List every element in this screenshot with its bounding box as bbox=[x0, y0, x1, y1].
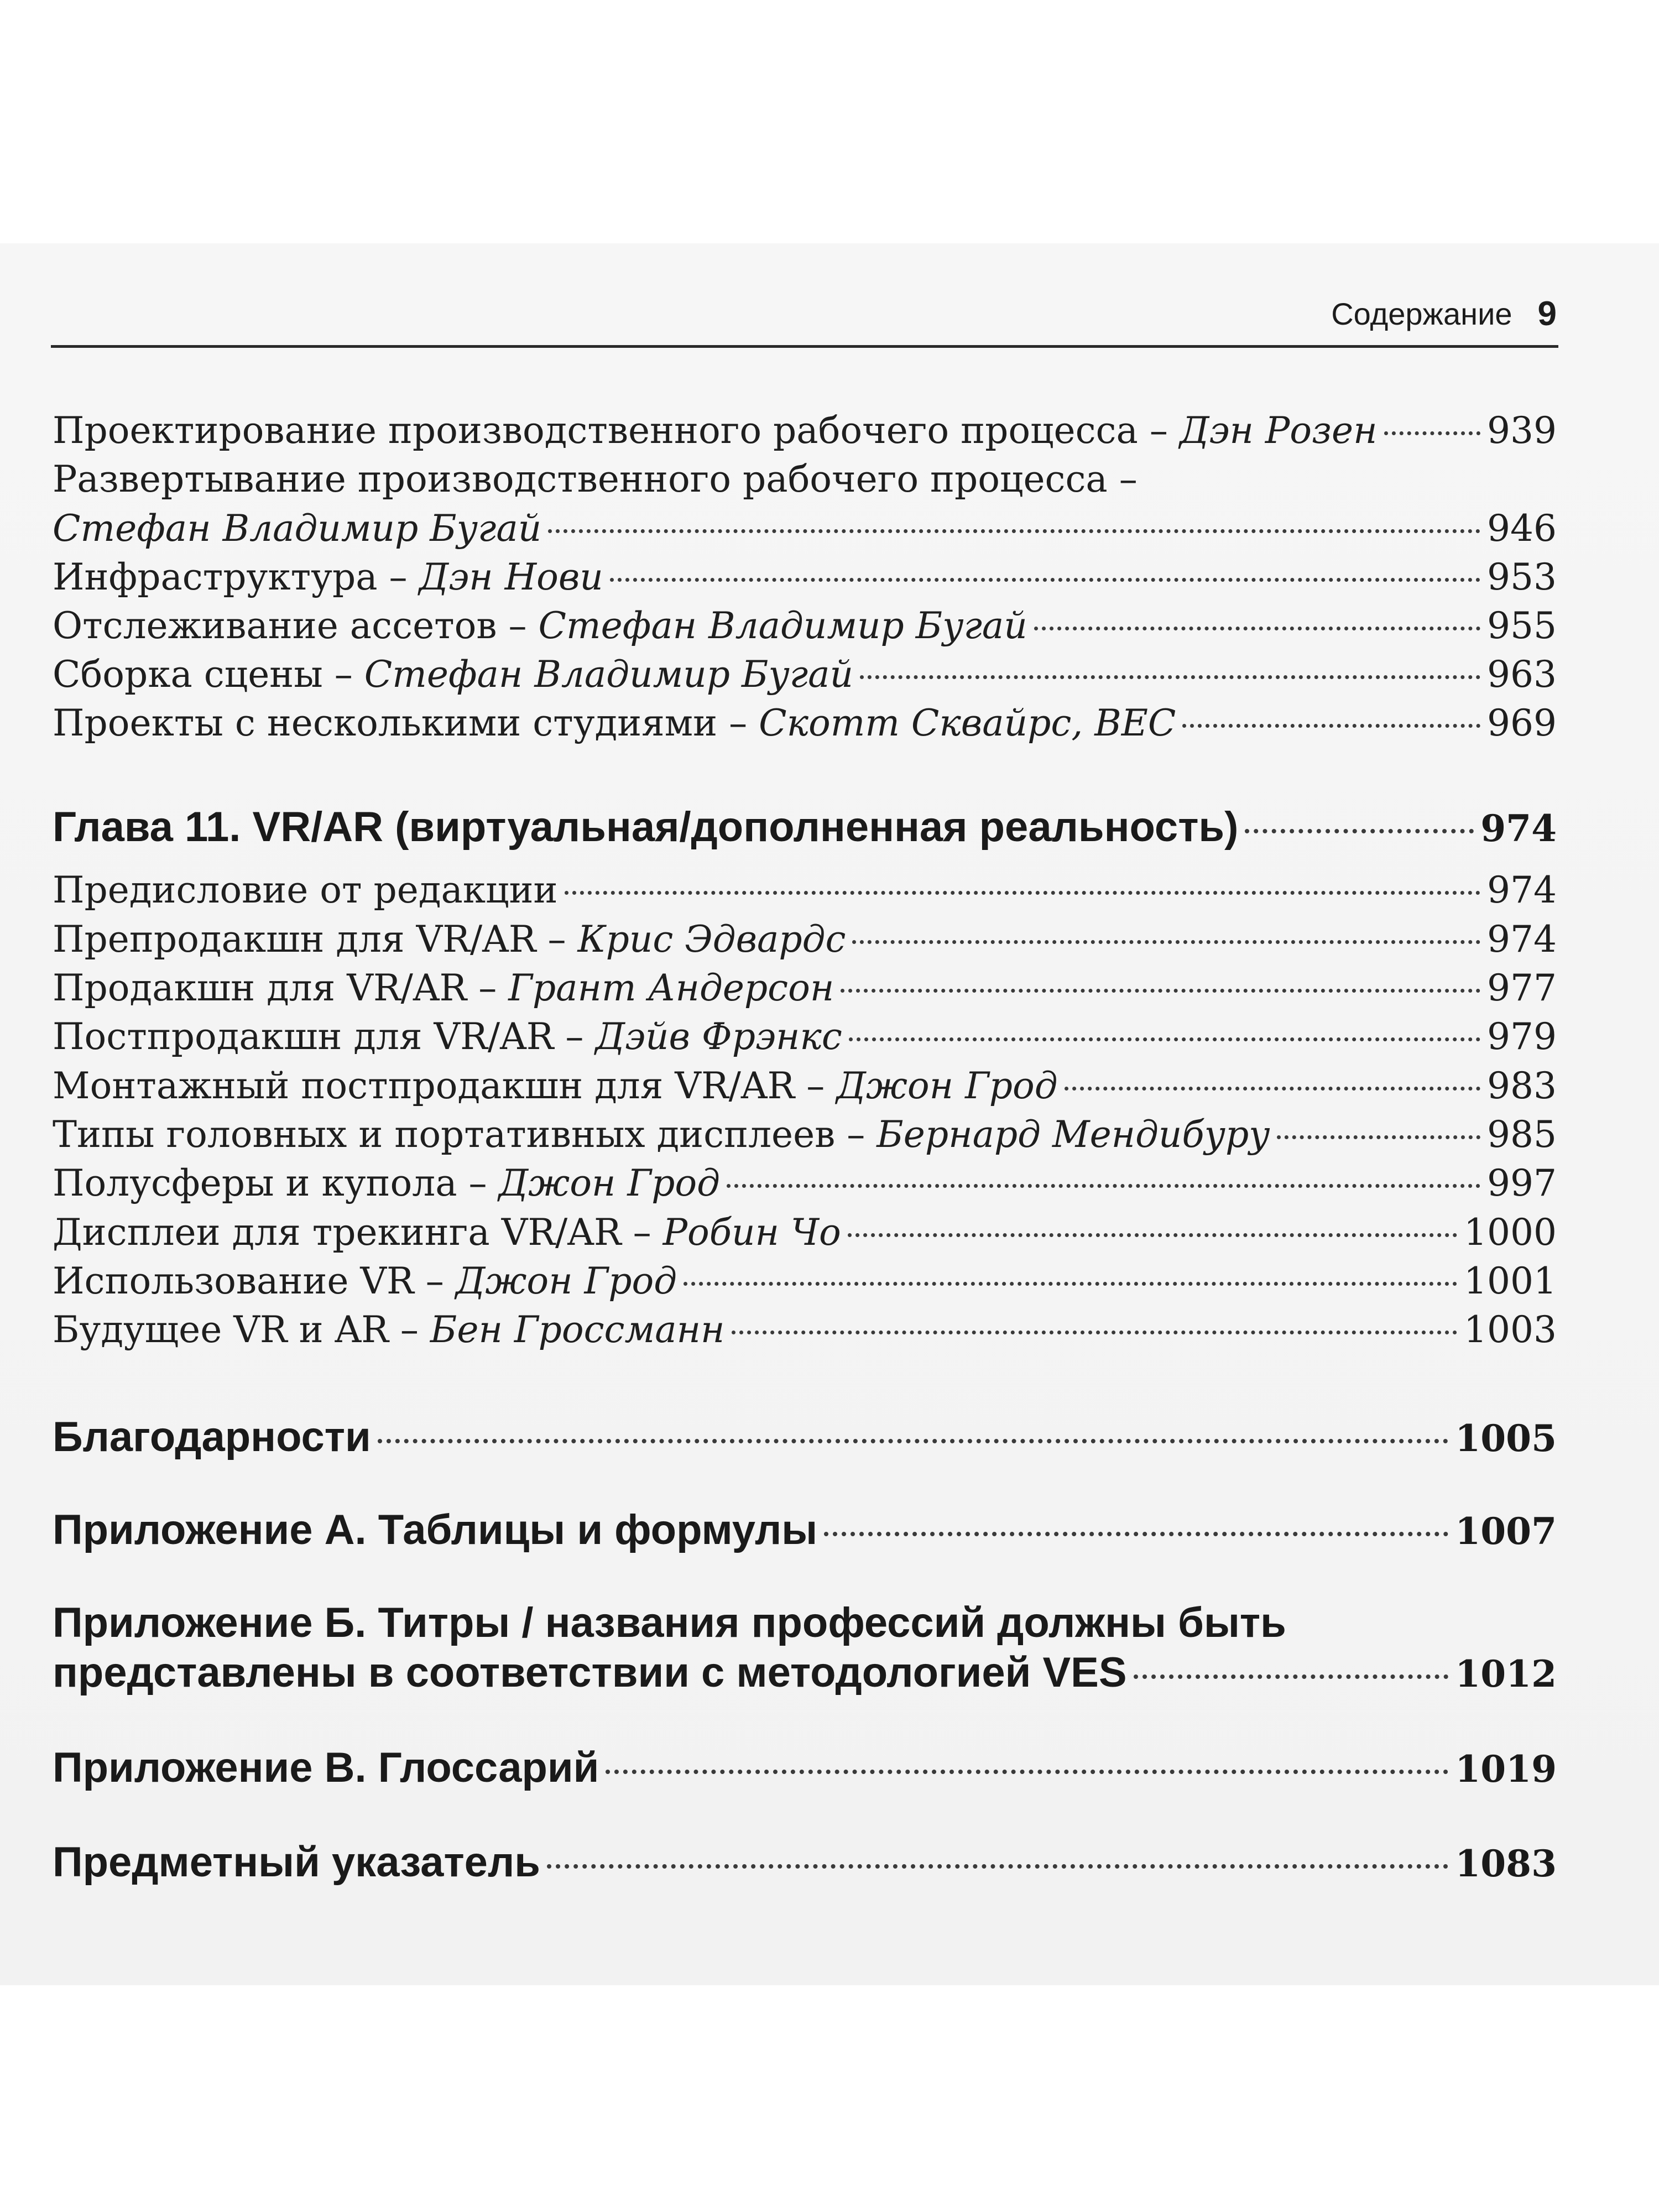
toc-entry[interactable] bbox=[53, 964, 1557, 1013]
toc-entry-separator: – bbox=[795, 1065, 837, 1107]
toc-entry[interactable] bbox=[53, 1159, 1557, 1208]
toc-entry-page: 1003 bbox=[1464, 1308, 1557, 1351]
toc-entry-separator: – bbox=[457, 1162, 499, 1204]
toc-entry-title-line[interactable]: Развертывание производственного рабочего процесса – bbox=[53, 458, 1138, 500]
toc-entry-separator: – bbox=[414, 1260, 456, 1302]
toc-back-matter-page: 1019 bbox=[1455, 1747, 1557, 1791]
toc-entry-page: 953 bbox=[1487, 556, 1557, 598]
toc-entry[interactable] bbox=[53, 406, 1557, 455]
toc-entry-author: Крис Эдвардс bbox=[577, 918, 846, 961]
dot-leader bbox=[860, 675, 1480, 679]
toc-entry-page: 939 bbox=[1487, 409, 1557, 452]
toc-entry-author: Стефан Владимир Бугай bbox=[53, 507, 542, 550]
toc-entry-separator: – bbox=[536, 918, 578, 961]
page-number: 9 bbox=[1537, 295, 1557, 333]
toc-entry-author: Джон Грод bbox=[498, 1162, 720, 1204]
toc-back-matter-entry[interactable] bbox=[53, 1740, 1557, 1796]
toc-back-matter-title: Приложение В. Глоссарий bbox=[53, 1744, 599, 1791]
toc-entry-title: Монтажный постпродакшн для VR/AR bbox=[53, 1065, 795, 1107]
toc-entry-title: Использование VR bbox=[53, 1260, 414, 1302]
toc-entry-separator: – bbox=[322, 653, 364, 696]
toc-entry-title: Отслеживание ассетов bbox=[53, 604, 497, 647]
toc-back-matter-title: представлены в соответствии с методологией VES bbox=[53, 1649, 1127, 1696]
toc-entry-page: 974 bbox=[1487, 918, 1557, 961]
toc-entry-separator: – bbox=[497, 604, 539, 647]
dot-leader bbox=[1384, 431, 1480, 435]
toc-back-matter-title-line[interactable]: Приложение Б. Титры / названия профессий должны быть bbox=[53, 1599, 1286, 1646]
toc-entry-author: Дэн Нови bbox=[419, 556, 603, 598]
toc-entry-title: Инфраструктура bbox=[53, 556, 378, 598]
toc-entry-title: Дисплеи для трекинга VR/AR bbox=[53, 1211, 622, 1254]
toc-entry-author: Джон Грод bbox=[455, 1260, 677, 1302]
toc-entry-separator: – bbox=[377, 556, 419, 598]
toc-entry-title: Будущее VR и AR bbox=[53, 1308, 389, 1351]
toc-entry-author: Бернард Мендибуру bbox=[877, 1113, 1270, 1156]
toc-entry-author: Дэйв Фрэнкс bbox=[595, 1015, 842, 1058]
toc-back-matter-entry[interactable] bbox=[53, 1835, 1557, 1890]
toc-entry-page: 955 bbox=[1487, 604, 1557, 647]
toc-back-matter-title: Приложение А. Таблицы и формулы bbox=[53, 1506, 818, 1553]
toc-chapter-heading[interactable] bbox=[53, 800, 1557, 855]
toc-entry-page: 1000 bbox=[1464, 1211, 1557, 1254]
dot-leader bbox=[1277, 1135, 1480, 1139]
dot-leader bbox=[610, 578, 1480, 582]
toc-entry[interactable] bbox=[53, 1257, 1557, 1306]
dot-leader bbox=[841, 989, 1480, 993]
toc-entry-page: 969 bbox=[1487, 702, 1557, 744]
dot-leader bbox=[727, 1184, 1480, 1188]
toc-entry-title: Продакшн для VR/AR bbox=[53, 967, 467, 1009]
dot-leader bbox=[1034, 627, 1480, 630]
toc-entry-page: 974 bbox=[1487, 869, 1557, 911]
dot-leader bbox=[849, 1037, 1480, 1041]
toc-back-matter-page: 1005 bbox=[1455, 1417, 1557, 1460]
toc-back-matter-page: 1012 bbox=[1455, 1652, 1557, 1695]
toc-entry-separator: – bbox=[467, 967, 509, 1009]
toc-entry-author: Стефан Владимир Бугай bbox=[364, 653, 854, 696]
toc-back-matter-entry[interactable] bbox=[53, 1645, 1557, 1700]
toc-entry-title: Проекты с несколькими студиями bbox=[53, 702, 718, 744]
toc-entry-author: Грант Андерсон bbox=[508, 967, 834, 1009]
toc-entry-title: Сборка сцены bbox=[53, 653, 323, 696]
toc-entry[interactable] bbox=[53, 915, 1557, 964]
toc-entry-title: Типы головных и портативных дисплеев bbox=[53, 1113, 836, 1156]
toc-entry-title: Постпродакшн для VR/AR bbox=[53, 1015, 554, 1058]
toc-entry-page: 983 bbox=[1487, 1065, 1557, 1107]
dot-leader bbox=[547, 1864, 1448, 1869]
toc-entry[interactable] bbox=[53, 866, 1557, 915]
toc-entry-title: Полусферы и купола bbox=[53, 1162, 457, 1204]
toc-entry-author: Робин Чо bbox=[662, 1211, 841, 1254]
toc-entry-title: Проектирование производственного рабочего процесса bbox=[53, 409, 1138, 452]
toc-entry-page: 979 bbox=[1487, 1015, 1557, 1058]
dot-leader bbox=[1182, 724, 1480, 728]
toc-entry[interactable] bbox=[53, 699, 1557, 748]
dot-leader bbox=[378, 1439, 1449, 1443]
toc-entry-separator: – bbox=[554, 1015, 596, 1058]
toc-entry-page: 985 bbox=[1487, 1113, 1557, 1156]
header-rule bbox=[51, 345, 1558, 348]
toc-entry-page: 1001 bbox=[1464, 1260, 1557, 1302]
toc-entry[interactable] bbox=[53, 1062, 1557, 1110]
toc-chapter-title: Глава 11. VR/AR (виртуальная/дополненная реальность) bbox=[53, 804, 1239, 851]
toc-entry-page: 963 bbox=[1487, 653, 1557, 696]
dot-leader bbox=[1065, 1087, 1480, 1091]
toc-back-matter-page: 1007 bbox=[1455, 1510, 1557, 1553]
toc-entry-separator: – bbox=[717, 702, 759, 744]
toc-back-matter-title: Благодарности bbox=[53, 1413, 371, 1460]
toc-back-matter-entry[interactable] bbox=[53, 1503, 1557, 1558]
toc-entry-page: 946 bbox=[1487, 507, 1557, 550]
running-header bbox=[53, 288, 1557, 340]
toc-entry-separator: – bbox=[388, 1308, 430, 1351]
toc-entry[interactable] bbox=[53, 1110, 1557, 1159]
toc-entry[interactable] bbox=[53, 1306, 1557, 1354]
toc-entry[interactable] bbox=[53, 553, 1557, 602]
toc-entry-title: Препродакшн для VR/AR bbox=[53, 918, 536, 961]
dot-leader bbox=[565, 891, 1481, 895]
toc-chapter-page: 974 bbox=[1480, 807, 1557, 850]
dot-leader bbox=[1245, 829, 1474, 833]
toc-back-matter-entry[interactable] bbox=[53, 1410, 1557, 1465]
toc-entry-author: Стефан Владимир Бугай bbox=[538, 604, 1027, 647]
toc-entry-author: Бен Гроссманн bbox=[430, 1308, 725, 1351]
toc-entry-author: Джон Грод bbox=[836, 1065, 1058, 1107]
toc-entry-separator: – bbox=[621, 1211, 663, 1254]
toc-entry-author: Скотт Сквайрс, BEC bbox=[759, 702, 1176, 744]
dot-leader bbox=[852, 940, 1480, 944]
dot-leader bbox=[606, 1770, 1448, 1774]
toc-entry-page: 977 bbox=[1487, 967, 1557, 1009]
toc-back-matter-page: 1083 bbox=[1455, 1842, 1557, 1885]
dot-leader bbox=[732, 1331, 1458, 1334]
toc-entry[interactable] bbox=[53, 1013, 1557, 1061]
toc-entry-separator: – bbox=[1138, 409, 1180, 452]
toc-entry[interactable] bbox=[53, 650, 1557, 699]
toc-entry[interactable] bbox=[53, 1208, 1557, 1257]
dot-leader bbox=[1134, 1674, 1449, 1679]
toc-entry[interactable] bbox=[53, 602, 1557, 650]
toc-entry[interactable] bbox=[53, 504, 1557, 553]
toc-entry-page: 997 bbox=[1487, 1162, 1557, 1204]
running-header-title: Содержание bbox=[1331, 296, 1512, 331]
toc-entry-author: Дэн Розен bbox=[1179, 409, 1378, 452]
dot-leader bbox=[824, 1532, 1448, 1536]
toc-back-matter-title: Предметный указатель bbox=[53, 1839, 540, 1886]
toc-entry-title: Предисловие от редакции bbox=[53, 869, 558, 911]
toc-entry-separator: – bbox=[835, 1113, 877, 1156]
dot-leader bbox=[848, 1233, 1457, 1237]
dot-leader bbox=[684, 1282, 1457, 1286]
dot-leader bbox=[548, 529, 1480, 533]
